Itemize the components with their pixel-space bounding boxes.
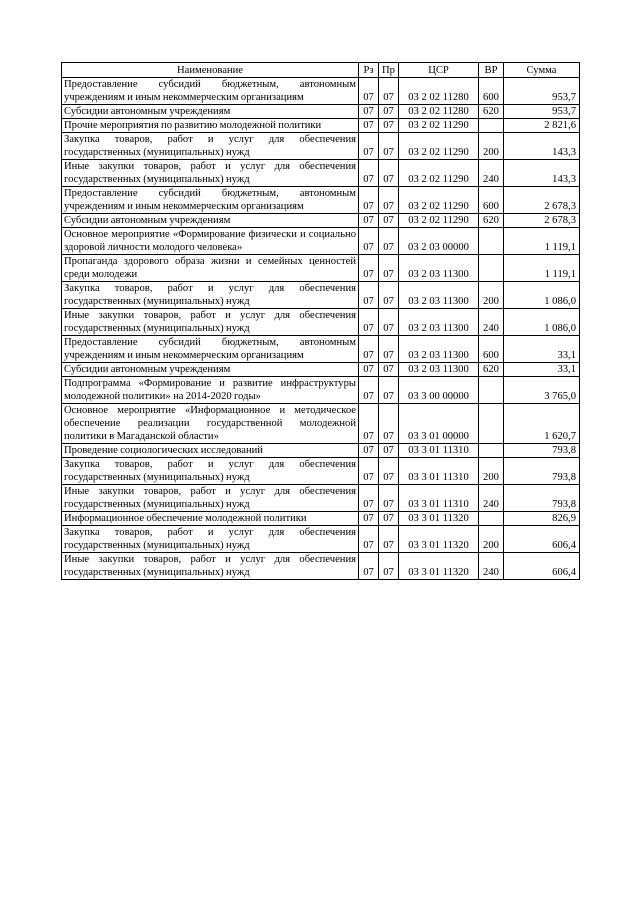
cell-pr: 07 bbox=[379, 105, 399, 119]
cell-name: Иные закупки товаров, работ и услуг для обеспечения государственных (муниципальных) нужд bbox=[62, 553, 359, 580]
cell-vr: 600 bbox=[479, 187, 504, 214]
table-row bbox=[62, 78, 580, 105]
cell-sum: 143,3 bbox=[504, 160, 580, 187]
cell-sum: 2 678,3 bbox=[504, 214, 580, 228]
cell-sum: 793,8 bbox=[504, 458, 580, 485]
cell-csr: 03 3 01 11320 bbox=[399, 553, 479, 580]
cell-name: Прочие мероприятия по развитию молодежной политики bbox=[62, 119, 359, 133]
table-row bbox=[62, 133, 580, 160]
cell-vr bbox=[479, 512, 504, 526]
cell-name: Закупка товаров, работ и услуг для обеспечения государственных (муниципальных) нужд bbox=[62, 458, 359, 485]
cell-vr bbox=[479, 377, 504, 404]
cell-vr: 240 bbox=[479, 160, 504, 187]
table-row bbox=[62, 228, 580, 255]
cell-vr bbox=[479, 119, 504, 133]
cell-csr: 03 2 03 00000 bbox=[399, 228, 479, 255]
cell-sum: 143,3 bbox=[504, 133, 580, 160]
cell-pr: 07 bbox=[379, 255, 399, 282]
cell-rz: 07 bbox=[359, 526, 379, 553]
cell-rz: 07 bbox=[359, 255, 379, 282]
cell-name: Предоставление субсидий бюджетным, автономным учреждениям и иным некоммерческим организациям bbox=[62, 78, 359, 105]
cell-vr: 240 bbox=[479, 553, 504, 580]
cell-pr: 07 bbox=[379, 78, 399, 105]
cell-sum: 2 678,3 bbox=[504, 187, 580, 214]
table-row bbox=[62, 160, 580, 187]
cell-csr: 03 2 03 11300 bbox=[399, 282, 479, 309]
cell-pr: 07 bbox=[379, 228, 399, 255]
cell-rz: 07 bbox=[359, 512, 379, 526]
cell-sum: 2 821,6 bbox=[504, 119, 580, 133]
cell-rz: 07 bbox=[359, 404, 379, 444]
cell-name: Подпрограмма «Формирование и развитие инфраструктуры молодежной политики» на 2014-2020 годы» bbox=[62, 377, 359, 404]
cell-name: Закупка товаров, работ и услуг для обеспечения государственных (муниципальных) нужд bbox=[62, 282, 359, 309]
cell-vr: 200 bbox=[479, 282, 504, 309]
cell-rz: 07 bbox=[359, 363, 379, 377]
table-header-row bbox=[62, 63, 580, 78]
cell-rz: 07 bbox=[359, 133, 379, 160]
cell-rz: 07 bbox=[359, 187, 379, 214]
cell-pr: 07 bbox=[379, 485, 399, 512]
cell-sum: 3 765,0 bbox=[504, 377, 580, 404]
cell-name: Закупка товаров, работ и услуг для обеспечения государственных (муниципальных) нужд bbox=[62, 526, 359, 553]
cell-pr: 07 bbox=[379, 458, 399, 485]
cell-vr: 620 bbox=[479, 214, 504, 228]
cell-vr: 200 bbox=[479, 526, 504, 553]
cell-csr: 03 2 02 11290 bbox=[399, 160, 479, 187]
cell-vr bbox=[479, 255, 504, 282]
cell-pr: 07 bbox=[379, 187, 399, 214]
cell-rz: 07 bbox=[359, 458, 379, 485]
table-row bbox=[62, 336, 580, 363]
budget-table bbox=[61, 62, 580, 580]
table-row bbox=[62, 526, 580, 553]
cell-sum: 793,8 bbox=[504, 485, 580, 512]
cell-csr: 03 2 02 11290 bbox=[399, 214, 479, 228]
table-row bbox=[62, 553, 580, 580]
cell-sum: 793,8 bbox=[504, 444, 580, 458]
header-csr: ЦСР bbox=[399, 63, 479, 78]
table-row bbox=[62, 404, 580, 444]
cell-csr: 03 2 02 11280 bbox=[399, 105, 479, 119]
cell-name: Предоставление субсидий бюджетным, автономным учреждениям и иным некоммерческим организациям bbox=[62, 187, 359, 214]
cell-name: Субсидии автономным учреждениям bbox=[62, 214, 359, 228]
cell-rz: 07 bbox=[359, 377, 379, 404]
cell-sum: 606,4 bbox=[504, 526, 580, 553]
cell-sum: 826,9 bbox=[504, 512, 580, 526]
cell-sum: 953,7 bbox=[504, 105, 580, 119]
header-name: Наименование bbox=[62, 63, 359, 78]
cell-vr bbox=[479, 444, 504, 458]
cell-pr: 07 bbox=[379, 160, 399, 187]
cell-pr: 07 bbox=[379, 404, 399, 444]
cell-name: Проведение социологических исследований bbox=[62, 444, 359, 458]
cell-csr: 03 3 01 11310 bbox=[399, 458, 479, 485]
cell-rz: 07 bbox=[359, 444, 379, 458]
cell-name: Предоставление субсидий бюджетным, автономным учреждениям и иным некоммерческим организациям bbox=[62, 336, 359, 363]
cell-sum: 1 620,7 bbox=[504, 404, 580, 444]
table-row bbox=[62, 458, 580, 485]
cell-sum: 1 119,1 bbox=[504, 255, 580, 282]
table-row bbox=[62, 214, 580, 228]
cell-vr: 200 bbox=[479, 458, 504, 485]
table-row bbox=[62, 485, 580, 512]
cell-pr: 07 bbox=[379, 553, 399, 580]
cell-pr: 07 bbox=[379, 309, 399, 336]
cell-csr: 03 2 02 11290 bbox=[399, 119, 479, 133]
cell-pr: 07 bbox=[379, 526, 399, 553]
cell-pr: 07 bbox=[379, 444, 399, 458]
cell-pr: 07 bbox=[379, 363, 399, 377]
cell-name: Основное мероприятие «Формирование физически и социально здоровой личности молодого человека» bbox=[62, 228, 359, 255]
table-row bbox=[62, 512, 580, 526]
cell-name: Иные закупки товаров, работ и услуг для обеспечения государственных (муниципальных) нужд bbox=[62, 160, 359, 187]
cell-pr: 07 bbox=[379, 377, 399, 404]
cell-pr: 07 bbox=[379, 133, 399, 160]
header-pr: Пр bbox=[379, 63, 399, 78]
cell-rz: 07 bbox=[359, 105, 379, 119]
cell-name: Основное мероприятие «Информационное и методическое обеспечение реализации государственной молодежной политики в Магаданской области» bbox=[62, 404, 359, 444]
table-row bbox=[62, 377, 580, 404]
cell-sum: 33,1 bbox=[504, 363, 580, 377]
cell-sum: 953,7 bbox=[504, 78, 580, 105]
cell-csr: 03 2 03 11300 bbox=[399, 255, 479, 282]
cell-vr: 600 bbox=[479, 78, 504, 105]
cell-csr: 03 3 01 11320 bbox=[399, 526, 479, 553]
cell-name: Иные закупки товаров, работ и услуг для обеспечения государственных (муниципальных) нужд bbox=[62, 485, 359, 512]
table-body bbox=[62, 78, 580, 580]
cell-rz: 07 bbox=[359, 160, 379, 187]
table-row bbox=[62, 444, 580, 458]
cell-rz: 07 bbox=[359, 485, 379, 512]
cell-vr: 600 bbox=[479, 336, 504, 363]
cell-vr: 620 bbox=[479, 363, 504, 377]
cell-csr: 03 2 03 11300 bbox=[399, 309, 479, 336]
table-row bbox=[62, 363, 580, 377]
cell-sum: 1 086,0 bbox=[504, 282, 580, 309]
cell-sum: 606,4 bbox=[504, 553, 580, 580]
cell-name: Пропаганда здорового образа жизни и семейных ценностей среди молодежи bbox=[62, 255, 359, 282]
cell-pr: 07 bbox=[379, 336, 399, 363]
cell-csr: 03 3 01 11310 bbox=[399, 485, 479, 512]
cell-rz: 07 bbox=[359, 309, 379, 336]
cell-vr bbox=[479, 228, 504, 255]
cell-csr: 03 2 03 11300 bbox=[399, 336, 479, 363]
cell-csr: 03 3 01 00000 bbox=[399, 404, 479, 444]
cell-pr: 07 bbox=[379, 512, 399, 526]
cell-vr: 240 bbox=[479, 309, 504, 336]
table-row bbox=[62, 105, 580, 119]
cell-sum: 1 086,0 bbox=[504, 309, 580, 336]
cell-name: Субсидии автономным учреждениям bbox=[62, 105, 359, 119]
cell-name: Закупка товаров, работ и услуг для обеспечения государственных (муниципальных) нужд bbox=[62, 133, 359, 160]
cell-rz: 07 bbox=[359, 119, 379, 133]
cell-rz: 07 bbox=[359, 336, 379, 363]
cell-csr: 03 2 02 11280 bbox=[399, 78, 479, 105]
cell-pr: 07 bbox=[379, 119, 399, 133]
cell-csr: 03 2 02 11290 bbox=[399, 133, 479, 160]
cell-pr: 07 bbox=[379, 282, 399, 309]
table-row bbox=[62, 119, 580, 133]
cell-sum: 33,1 bbox=[504, 336, 580, 363]
cell-sum: 1 119,1 bbox=[504, 228, 580, 255]
cell-rz: 07 bbox=[359, 78, 379, 105]
cell-vr: 200 bbox=[479, 133, 504, 160]
cell-csr: 03 2 02 11290 bbox=[399, 187, 479, 214]
cell-name: Субсидии автономным учреждениям bbox=[62, 363, 359, 377]
cell-vr: 620 bbox=[479, 105, 504, 119]
table-row bbox=[62, 255, 580, 282]
cell-rz: 07 bbox=[359, 228, 379, 255]
cell-csr: 03 3 01 11310 bbox=[399, 444, 479, 458]
table-row bbox=[62, 309, 580, 336]
cell-rz: 07 bbox=[359, 282, 379, 309]
cell-csr: 03 3 01 11320 bbox=[399, 512, 479, 526]
cell-pr: 07 bbox=[379, 214, 399, 228]
table-row bbox=[62, 187, 580, 214]
header-vr: ВР bbox=[479, 63, 504, 78]
header-rz: Рз bbox=[359, 63, 379, 78]
cell-name: Иные закупки товаров, работ и услуг для обеспечения государственных (муниципальных) нужд bbox=[62, 309, 359, 336]
cell-rz: 07 bbox=[359, 214, 379, 228]
table-row bbox=[62, 282, 580, 309]
header-sum: Сумма bbox=[504, 63, 580, 78]
cell-csr: 03 2 03 11300 bbox=[399, 363, 479, 377]
cell-vr: 240 bbox=[479, 485, 504, 512]
cell-vr bbox=[479, 404, 504, 444]
cell-rz: 07 bbox=[359, 553, 379, 580]
cell-name: Информационное обеспечение молодежной политики bbox=[62, 512, 359, 526]
cell-csr: 03 3 00 00000 bbox=[399, 377, 479, 404]
